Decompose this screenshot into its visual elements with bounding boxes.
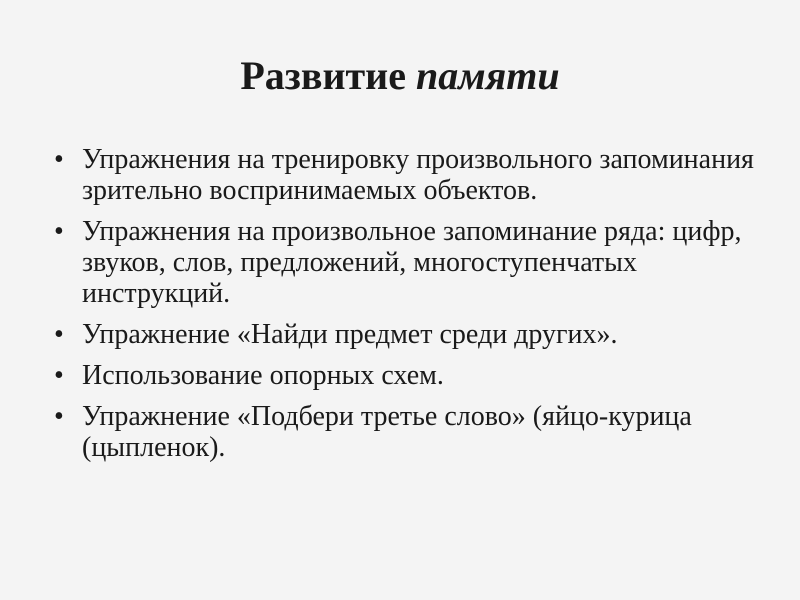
list-item: [54, 401, 754, 463]
list-item: [54, 216, 754, 309]
list-item-text: Упражнение «Подбери третье слово» (яйцо-курица (цыпленок).: [82, 401, 692, 463]
title-word-2: памяти: [415, 53, 560, 98]
list-item-text: Упражнения на тренировку произвольного запоминания зрительно воспринимаемых объектов.: [82, 144, 754, 206]
bullet-list: [54, 144, 754, 473]
list-item-text: Упражнения на произвольное запоминание ряда: цифр, звуков, слов, предложений, многоступенчатых инструкций.: [82, 216, 742, 309]
bullet-icon: •: [54, 360, 64, 391]
bullet-icon: •: [54, 319, 64, 350]
list-item-text: Упражнение «Найди предмет среди других».: [82, 319, 618, 350]
list-item: [54, 319, 754, 350]
bullet-icon: •: [54, 144, 64, 175]
list-item: [54, 144, 754, 206]
list-item: [54, 360, 754, 391]
bullet-icon: •: [54, 401, 64, 432]
bullet-icon: •: [54, 216, 64, 247]
title-word-1: Развитие: [240, 53, 406, 98]
list-item-text: Использование опорных схем.: [82, 360, 444, 391]
slide-title: [0, 48, 800, 104]
